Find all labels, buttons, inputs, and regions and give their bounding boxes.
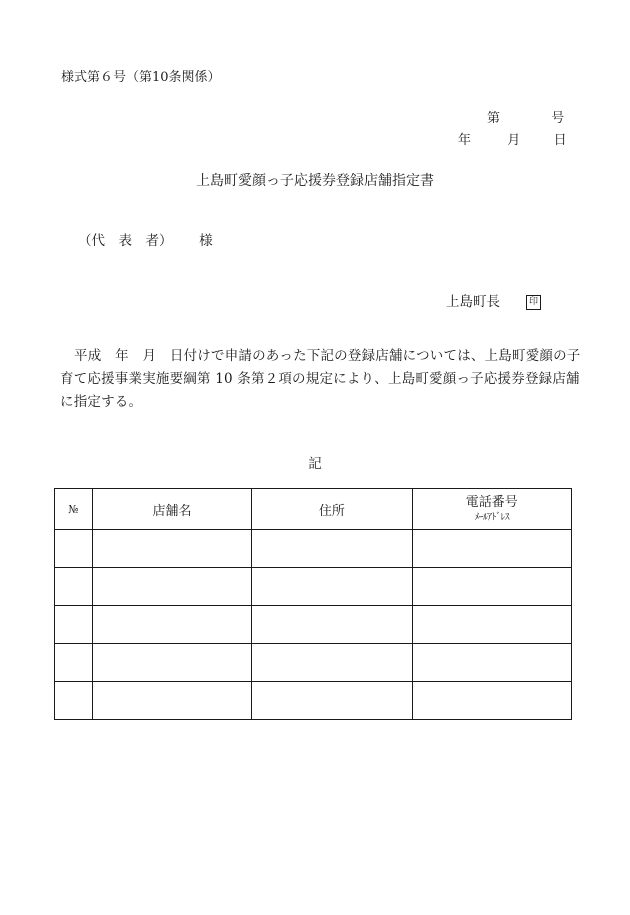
cell-address[interactable] xyxy=(252,568,412,606)
cell-phone[interactable] xyxy=(412,682,571,720)
header-store-name: 店舗名 xyxy=(92,489,251,530)
cell-phone[interactable] xyxy=(412,568,571,606)
issue-number-line xyxy=(487,107,564,126)
recipient-honorific: 様 xyxy=(199,233,213,249)
header-phone-email xyxy=(412,489,571,530)
document-title: 上島町愛顔っ子応援券登録店舗指定書 xyxy=(196,173,434,189)
cell-phone[interactable] xyxy=(412,530,571,568)
recipient-line xyxy=(78,229,213,249)
cell-phone[interactable] xyxy=(412,606,571,644)
cell-store-name[interactable] xyxy=(92,682,251,720)
recipient-representative: （代 表 者） xyxy=(78,233,173,249)
header-address: 住所 xyxy=(252,489,412,530)
issue-number-prefix: 第 xyxy=(487,111,501,126)
cell-phone[interactable] xyxy=(412,644,571,682)
form-number-label: 様式第６号（第10条関係） xyxy=(61,70,221,85)
header-phone: 電話番号 xyxy=(465,494,518,510)
issue-date-month: 月 xyxy=(507,133,521,148)
issue-date-year: 年 xyxy=(458,133,472,148)
cell-store-name[interactable] xyxy=(92,606,251,644)
issuer-line xyxy=(446,290,541,310)
table-row xyxy=(55,568,572,606)
cell-no[interactable] xyxy=(55,644,93,682)
note-mark: 記 xyxy=(308,456,322,472)
cell-no[interactable] xyxy=(55,682,93,720)
table-row xyxy=(55,606,572,644)
issue-number-suffix: 号 xyxy=(551,111,565,126)
cell-address[interactable] xyxy=(252,644,412,682)
table-header-row xyxy=(55,489,572,530)
table-row xyxy=(55,682,572,720)
seal-mark: 印 xyxy=(526,295,541,310)
cell-store-name[interactable] xyxy=(92,530,251,568)
table-row xyxy=(55,644,572,682)
table-row xyxy=(55,530,572,568)
cell-store-name[interactable] xyxy=(92,568,251,606)
issue-date-day: 日 xyxy=(553,133,567,148)
issuer-name: 上島町長 xyxy=(446,294,500,310)
designation-body-text: 平成 年 月 日付けで申請のあった下記の登録店舗については、上島町愛顔の子育て応援事業実施要綱第 10 条第２項の規定により、上島町愛顔っ子応援券登録店舗に指定する。 xyxy=(60,348,581,410)
header-email: ﾒｰﾙｱﾄﾞﾚｽ xyxy=(474,511,510,523)
cell-address[interactable] xyxy=(252,682,412,720)
cell-no[interactable] xyxy=(55,530,93,568)
cell-address[interactable] xyxy=(252,530,412,568)
cell-no[interactable] xyxy=(55,568,93,606)
cell-no[interactable] xyxy=(55,606,93,644)
store-table xyxy=(54,488,572,720)
cell-store-name[interactable] xyxy=(92,644,251,682)
issue-date-line xyxy=(458,129,567,148)
header-no: № xyxy=(55,489,93,530)
cell-address[interactable] xyxy=(252,606,412,644)
